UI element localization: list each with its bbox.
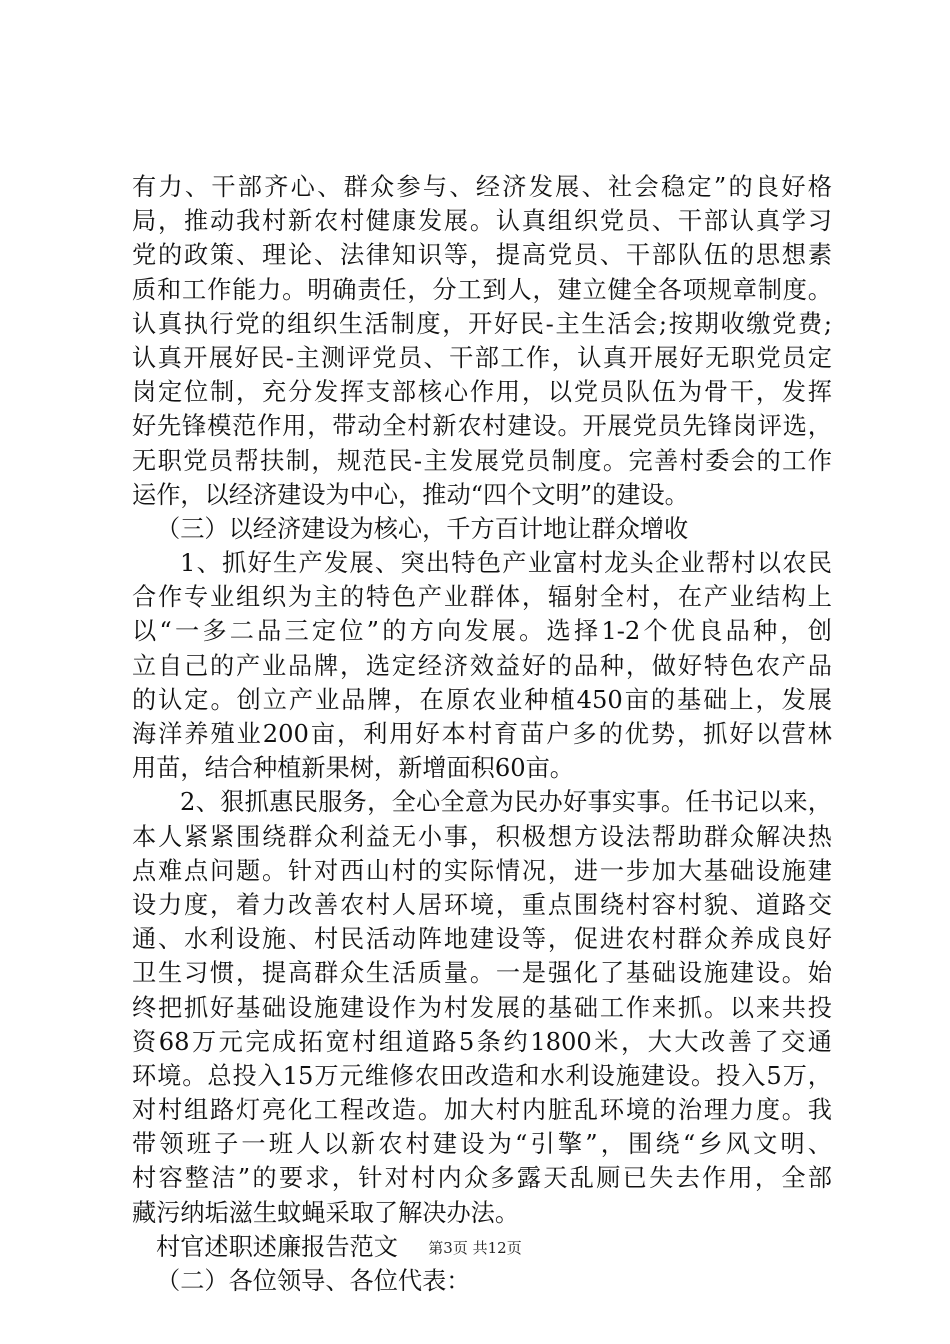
text-line: 本人紧紧围绕群众利益无小事，积极想方设法帮助群众解决热 <box>132 822 832 851</box>
text-line: 卫生习惯，提高群众生活质量。一是强化了基础设施建设。始 <box>132 959 832 988</box>
text-line: 对村组路灯亮化工程改造。加大村内脏乱环境的治理力度。我 <box>132 1096 832 1125</box>
text-line: 以“一多二品三定位”的方向发展。选择1-2个优良品种，创 <box>132 617 832 646</box>
text-line: 环境。总投入15万元维修农田改造和水利设施建设。投入5万， <box>132 1061 832 1090</box>
document-body <box>132 170 832 1298</box>
text-line: 局，推动我村新农村健康发展。认真组织党员、干部认真学习 <box>132 207 832 236</box>
text-line: 好先锋模范作用，带动全村新农村建设。开展党员先锋岗评选， <box>132 412 832 441</box>
text-line: 通、水利设施、村民活动阵地建设等，促进农村群众养成良好 <box>132 925 832 954</box>
text-line: 1、抓好生产发展、突出特色产业富村龙头企业帮村以农民 <box>180 549 832 578</box>
text-line: 立自己的产业品牌，选定经济效益好的品种，做好特色农产品 <box>132 651 832 680</box>
text-line: 岗定位制，充分发挥支部核心作用，以党员队伍为骨干，发挥 <box>132 378 832 407</box>
text-line: 2、狠抓惠民服务，全心全意为民办好事实事。任书记以来， <box>180 788 832 817</box>
text-line: 运作，以经济建设为中心，推动“四个文明”的建设。 <box>132 480 689 509</box>
text-line: 认真开展好民-主测评党员、干部工作，认真开展好无职党员定 <box>132 343 832 372</box>
page-number: 第3页 共12页 <box>428 1239 522 1257</box>
text-line: 带领班子一班人以新农村建设为“引擎”，围绕“乡风文明、 <box>132 1130 832 1159</box>
text-line: 点难点问题。针对西山村的实际情况，进一步加大基础设施建 <box>132 856 832 885</box>
text-line: 设力度，着力改善农村人居环境，重点围绕村容村貌、道路交 <box>132 890 832 919</box>
document-title: 村官述职述廉报告范文 <box>156 1232 398 1261</box>
text-line: 质和工作能力。明确责任，分工到人，建立健全各项规章制度。 <box>132 275 832 304</box>
text-line: 党的政策、理论、法律知识等，提高党员、干部队伍的思想素 <box>132 241 832 270</box>
text-line: 用苗，结合种植新果树，新增面积60亩。 <box>132 754 574 783</box>
text-line: 有力、干部齐心、群众参与、经济发展、社会稳定”的良好格 <box>132 173 832 201</box>
text-line: 无职党员帮扶制，规范民-主发展党员制度。完善村委会的工作 <box>132 446 832 475</box>
text-line: 的认定。创立产业品牌，在原农业种植450亩的基础上，发展 <box>132 685 832 714</box>
text-line: 海洋养殖业200亩，利用好本村育苗户多的优势，抓好以营林 <box>132 720 832 748</box>
text-line: 藏污纳垢滋生蚊蝇采取了解决办法。 <box>132 1198 520 1227</box>
text-line: 村容整洁”的要求，针对村内众多露天乱厕已失去作用，全部 <box>132 1164 832 1193</box>
text-line: 合作专业组织为主的特色产业群体，辐射全村，在产业结构上 <box>132 583 832 612</box>
section-heading: （二）各位领导、各位代表： <box>156 1267 471 1295</box>
text-line: 资68万元完成拓宽村组道路5条约1800米，大大改善了交通 <box>132 1027 832 1056</box>
text-line: 认真执行党的组织生活制度，开好民-主生活会;按期收缴党费; <box>132 309 832 338</box>
text-line: 终把抓好基础设施建设作为村发展的基础工作来抓。以来共投 <box>132 993 832 1022</box>
section-heading: （三）以经济建设为核心，千方百计地让群众增收 <box>156 514 689 543</box>
